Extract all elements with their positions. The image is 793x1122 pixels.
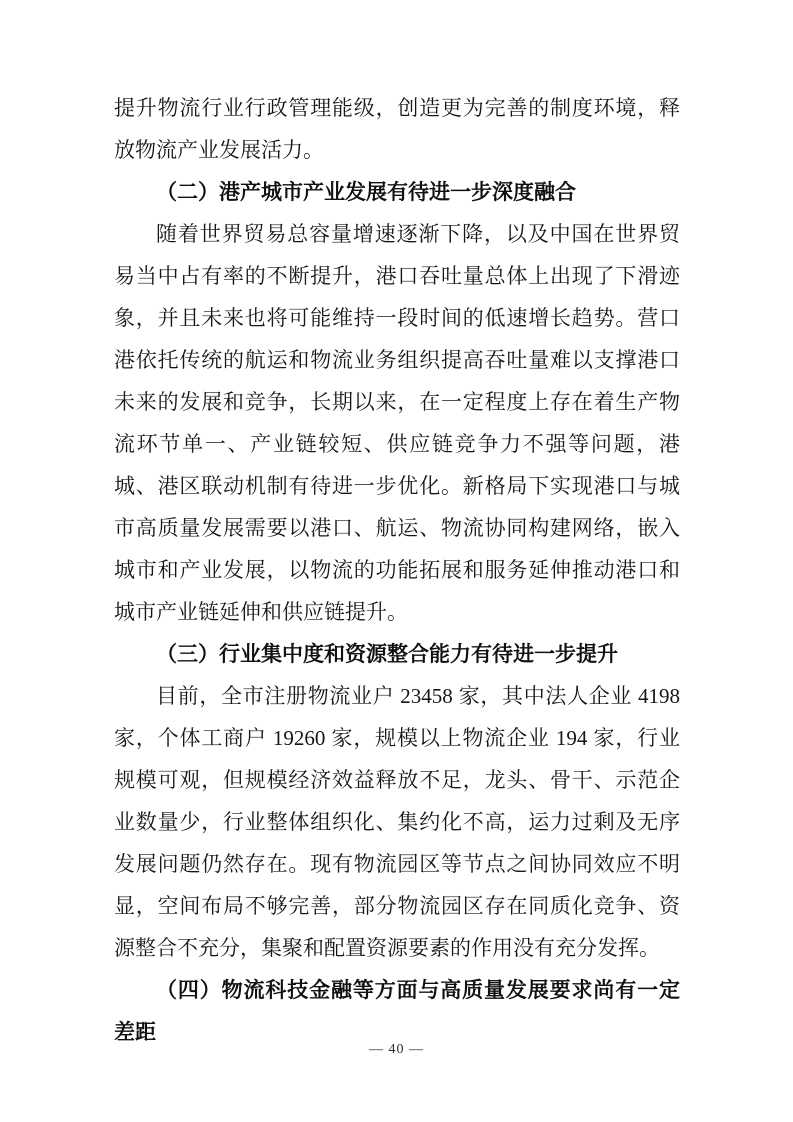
document-body [114, 87, 680, 1053]
paragraph-continuation: 提升物流行业行政管理能级，创造更为完善的制度环境，释放物流产业发展活力。 [114, 96, 680, 162]
section-heading-4: （四）物流科技金融等方面与高质量发展要求尚有一定差距 [114, 978, 680, 1044]
section-heading-3: （三）行业集中度和资源整合能力有待进一步提升 [156, 642, 618, 666]
paragraph-industry-concentration: 目前，全市注册物流业户 23458 家，其中法人企业 4198 家，个体工商户 19260 家，规模以上物流企业 194 家，行业规模可观，但规模经济效益释放不足，龙头、骨干、示范企业数量少，行业整体组织化、集约化不高，运力过剩及无序发展问题仍然存在。现有物流园区等节点之间协同效应不明显，空间布局不够完善，部分物流园区存在同质化竞争、资源整合不充分，集聚和配置资源要素的作用没有充分发挥。 [114, 684, 680, 960]
paragraph-port-city-integration: 随着世界贸易总容量增速逐渐下降，以及中国在世界贸易当中占有率的不断提升，港口吞吐量总体上出现了下滑迹象，并且未来也将可能维持一段时间的低速增长趋势。营口港依托传统的航运和物流业务组织提高吞吐量难以支撑港口未来的发展和竞争，长期以来，在一定程度上存在着生产物流环节单一、产业链较短、供应链竞争力不强等问题，港城、港区联动机制有待进一步优化。新格局下实现港口与城市高质量发展需要以港口、航运、物流协同构建网络，嵌入城市和产业发展，以物流的功能拓展和服务延伸推动港口和城市产业链延伸和供应链提升。 [114, 222, 680, 624]
page-number: — 40 — [369, 1042, 424, 1057]
section-heading-2: （二）港产城市产业发展有待进一步深度融合 [156, 180, 576, 204]
